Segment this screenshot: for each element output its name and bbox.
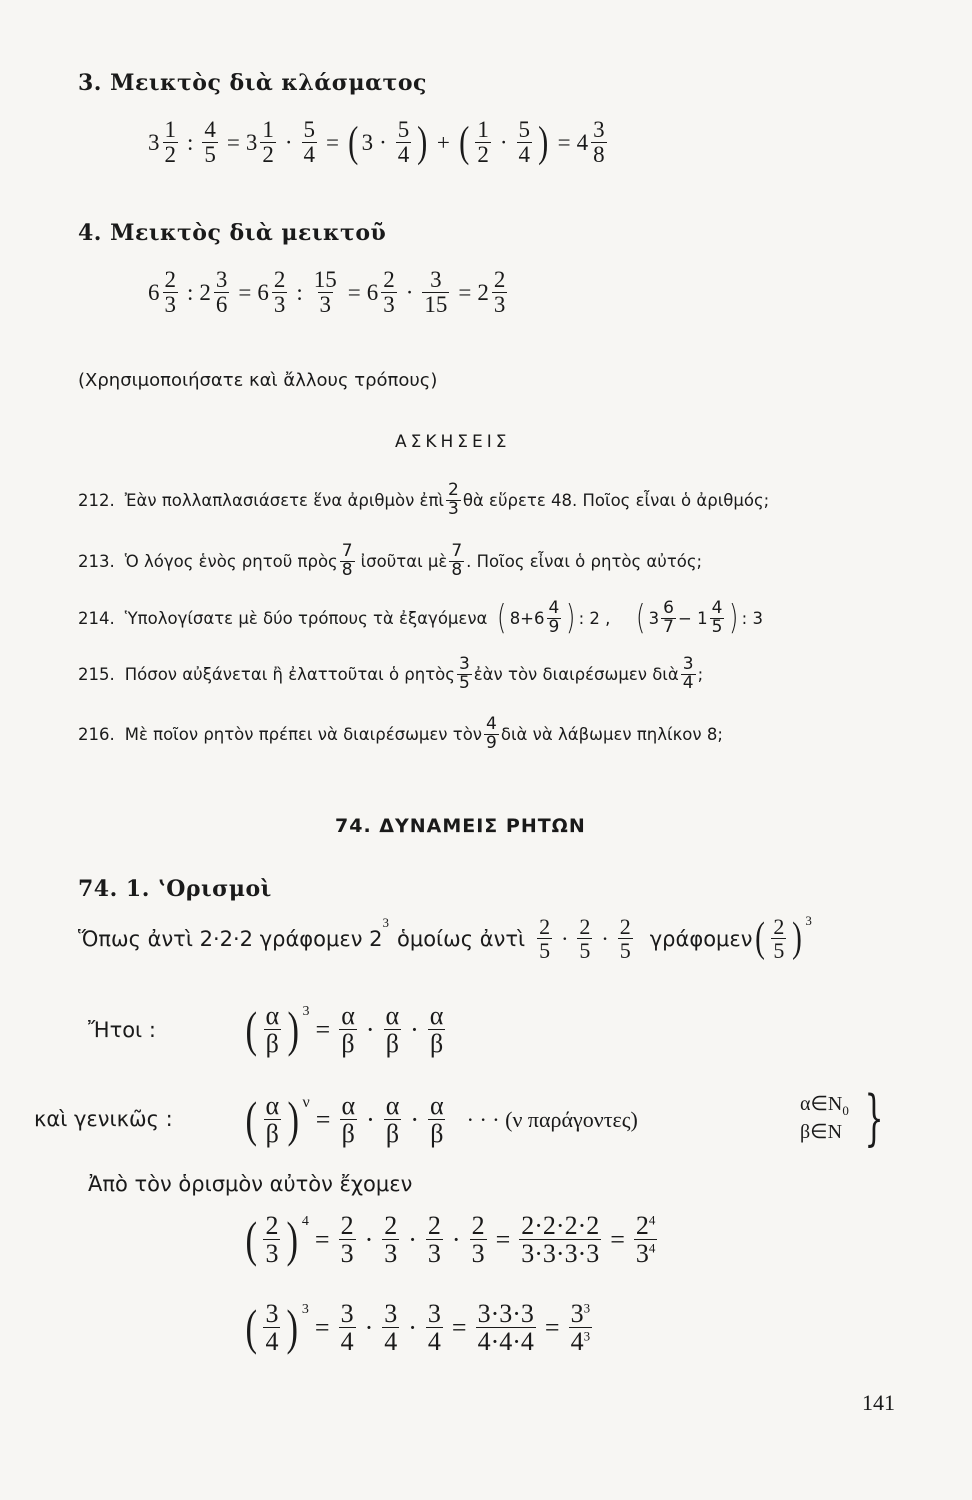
equation-mixed-by-fraction: 3 $\frac{1}{2}$ : $\frac{4}{5}$ = 3 $\frac{1}{2}$ · $\frac{5}{4}$ = ( 3 · $\frac{5}{4}$ ) + ( $\frac{1}{2}$ · $\frac{5}{4}$ ) = 4 $\frac{3}{8}$ [148, 117, 605, 168]
general-label: καὶ γενικῶς : [34, 1107, 173, 1131]
htoi-label: Ἤτοι : [88, 1018, 156, 1042]
exercise-214: 214. Ὑπολογίσατε μὲ δύο τρόπους τὰ ἐξαγόμενα ( 8+6 $\frac{4}{9}$ ) : 2 , ( 3 $\frac{6}{7}$ − 1 $\frac{4}{5}$ ) : 3 [78, 598, 763, 639]
conditions: $\alpha\in N_0$ β∈N } [800, 1083, 884, 1153]
exercise-212: 212. Ἐὰν πολλαπλασιάσετε ἕνα ἀριθμὸν ἐπὶ $\frac{2}{3}$ θὰ εὕρετε 48. Ποῖος εἶναι ὁ ἀριθμός; [78, 480, 770, 519]
example-two-thirds-power-4: ( $\frac{2}{3}$ ) 4 = $\frac{2}{3}$ · $\frac{2}{3}$ · $\frac{2}{3}$ · $\frac{2}{3}$ = $\frac{2\cdot 2\cdot 2\cdot 2}{3\cdot 3\cdot 3\cdot 3}$ = $\frac{2^4}{3^4}$ [245, 1211, 656, 1269]
equation-cube-definition: ( $\frac{\alpha}{\beta}$ ) 3 = $\frac{\alpha}{\beta}$ · $\frac{\alpha}{\beta}$ · $\frac{\alpha}{\beta}$ [245, 1001, 444, 1059]
page-number: 141 [862, 1390, 895, 1415]
note-other-methods: (Χρησιμοποιήσατε καὶ ἄλλους τρόπους) [78, 370, 438, 391]
subsection-title: 74. 1. ʽΟρισμοὶ [78, 876, 272, 902]
equation-mixed-by-mixed: 6 $\frac{2}{3}$ : 2 $\frac{3}{6}$ = 6 $\frac{2}{3}$ : $\frac{15}{3}$ = 6 $\frac{2}{3}$ · $\frac{3}{15}$ = 2 $\frac{2}{3}$ [148, 267, 506, 318]
section-3-title: 3. Μεικτὸς διὰ κλάσματος [78, 70, 427, 96]
exercise-216: 216. Μὲ ποῖον ρητὸν πρέπει νὰ διαιρέσωμεν τὸν $\frac{4}{9}$ διὰ νὰ λάβωμεν πηλίκον 8; [78, 714, 723, 753]
equation-general-definition: ( $\frac{\alpha}{\beta}$ ) ν = $\frac{\alpha}{\beta}$ · $\frac{\alpha}{\beta}$ · $\frac{\alpha}{\beta}$ · · · (ν παράγοντες) [245, 1091, 638, 1149]
exercise-215: 215. Πόσον αὐξάνεται ἢ ἐλαττοῦται ὁ ρητὸς $\frac{3}{5}$ ἐὰν τὸν διαιρέσωμεν διὰ $\frac{3}{4}$ ; [78, 654, 704, 693]
exercise-213: 213. Ὁ λόγος ἑνὸς ρητοῦ πρὸς $\frac{7}{8}$ ἰσοῦται μὲ $\frac{7}{8}$ . Ποῖος εἶναι ὁ ρητὸς αὐτός; [78, 541, 703, 580]
from-definition-text: Ἀπὸ τὸν ὁρισμὸν αὐτὸν ἔχομεν [88, 1172, 413, 1196]
example-three-quarters-cubed: ( $\frac{3}{4}$ ) 3 = $\frac{3}{4}$ · $\frac{3}{4}$ · $\frac{3}{4}$ = $\frac{3\cdot 3\cdot 3}{4\cdot 4\cdot 4}$ = $\frac{3^3}{4^3}$ [245, 1299, 591, 1357]
section-4-title: 4. Μεικτὸς διὰ μεικτοῦ [78, 220, 387, 246]
definition-line: Ὅπως ἀντὶ 2·2·2 γράφομεν 2 3 ὁμοίως ἀντὶ $\frac{2}{5}$ · $\frac{2}{5}$ · $\frac{2}{5}$ γράφομεν ( $\frac{2}{5}$ ) 3 [78, 913, 812, 964]
chapter-title: 74. ΔΥΝΑΜΕΙΣ ΡΗΤΩΝ [335, 815, 586, 837]
exercises-title: ΑΣΚΗΣΕΙΣ [395, 432, 511, 452]
